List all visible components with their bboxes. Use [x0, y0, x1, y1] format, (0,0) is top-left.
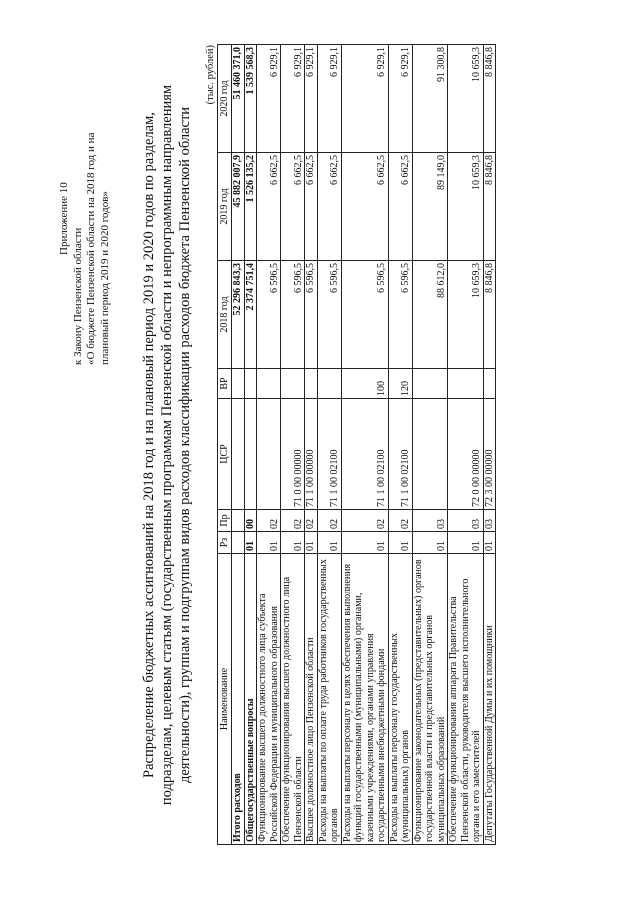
- row-csr: [257, 399, 281, 510]
- row-2018: 6 596,5: [257, 261, 281, 369]
- header-pr: Пр: [218, 510, 232, 532]
- row-rz: 01: [305, 532, 318, 554]
- row-vr: [232, 369, 245, 399]
- row-rz: 01: [483, 532, 496, 554]
- row-name: Функционирование законодательных (представительных) органов государственной власти и представительных органов муниципальных образований: [412, 554, 448, 845]
- row-2019: 6 662,5: [317, 153, 341, 261]
- row-csr: 72 0 00 00000: [448, 399, 484, 510]
- row-2020: 6 929,1: [317, 45, 341, 153]
- row-2020: 6 929,1: [305, 45, 318, 153]
- row-2018: 6 596,5: [317, 261, 341, 369]
- header-csr: ЦСР: [218, 399, 232, 510]
- row-pr: 02: [317, 510, 341, 532]
- row-pr: 03: [448, 510, 484, 532]
- row-2020: 51 460 371,0: [232, 45, 245, 153]
- appendix-line: плановый период 2019 и 2020 годов»: [98, 191, 111, 365]
- table-row: [281, 45, 305, 845]
- header-name: Наименование: [218, 554, 232, 845]
- row-2020: 10 659,3: [448, 45, 484, 153]
- header-2018: 2018 год: [218, 261, 232, 369]
- row-2020: 6 929,1: [388, 45, 412, 153]
- row-2018: 52 296 843,3: [232, 261, 245, 369]
- row-name: Общегосударственные вопросы: [244, 554, 257, 845]
- row-vr: [257, 369, 281, 399]
- row-pr: [232, 510, 245, 532]
- appendix-line: к Закону Пензенской области: [71, 227, 84, 365]
- row-2020: 6 929,1: [257, 45, 281, 153]
- row-csr: 71 0 00 00000: [281, 399, 305, 510]
- title-line: подразделам, целевым статьям (государственным программам Пензенской области и непрограммным направлениям: [159, 84, 175, 806]
- row-rz: 01: [244, 532, 257, 554]
- row-2020: 91 300,8: [412, 45, 448, 153]
- row-2019: 10 659,3: [448, 153, 484, 261]
- row-csr: 71 1 00 02100: [317, 399, 341, 510]
- header-2020: 2020 год: [218, 45, 232, 153]
- row-name: Итого расходов: [232, 554, 245, 845]
- row-2019: 45 882 007,9: [232, 153, 245, 261]
- row-2018: 10 659,3: [448, 261, 484, 369]
- row-pr: 02: [341, 510, 388, 532]
- row-name: Расходы на выплаты по оплате труда работников государственных органов: [317, 554, 341, 845]
- row-name: Обеспечение функционирования высшего должностного лица Пензенской области: [281, 554, 305, 845]
- row-2018: 2 374 751,4: [244, 261, 257, 369]
- row-csr: [232, 399, 245, 510]
- table-header-row: [218, 45, 232, 845]
- table-row: [448, 45, 484, 845]
- row-vr: [483, 369, 496, 399]
- row-2018: 88 612,0: [412, 261, 448, 369]
- row-name: Расходы на выплаты персоналу в целях обеспечения выполнения функций государственными (муниципальными) органами, казенными учреждениями, органами управления государственными внебюджетными фондами: [341, 554, 388, 845]
- row-2018: 6 596,5: [281, 261, 305, 369]
- table-row: [483, 45, 496, 845]
- row-pr: 03: [483, 510, 496, 532]
- row-rz: 01: [317, 532, 341, 554]
- row-2018: 6 596,5: [388, 261, 412, 369]
- row-2019: 6 662,5: [257, 153, 281, 261]
- appendix-line: «О бюджете Пензенской области на 2018 год и на: [85, 132, 97, 365]
- row-2018: 6 596,5: [305, 261, 318, 369]
- row-2019: 6 662,5: [388, 153, 412, 261]
- row-2019: 6 662,5: [305, 153, 318, 261]
- row-csr: [412, 399, 448, 510]
- row-csr: 71 1 00 02100: [388, 399, 412, 510]
- row-pr: 00: [244, 510, 257, 532]
- appendix-number: Приложение 10: [58, 182, 70, 255]
- row-2019: 6 662,5: [341, 153, 388, 261]
- row-pr: 02: [257, 510, 281, 532]
- row-rz: 01: [257, 532, 281, 554]
- header-rz: Рз: [218, 532, 232, 554]
- row-vr: [281, 369, 305, 399]
- row-rz: 01: [412, 532, 448, 554]
- row-csr: 72 3 00 00000: [483, 399, 496, 510]
- header-2019: 2019 год: [218, 153, 232, 261]
- row-2020: 6 929,1: [341, 45, 388, 153]
- row-name: Расходы на выплаты персоналу государственных (муниципальных) органов: [388, 554, 412, 845]
- row-csr: [244, 399, 257, 510]
- row-2018: 6 596,5: [341, 261, 388, 369]
- row-pr: 02: [305, 510, 318, 532]
- row-rz: 01: [448, 532, 484, 554]
- row-vr: 120: [388, 369, 412, 399]
- row-name: Функционирование высшего должностного лица субъекта Российской Федерации и муниципального образования: [257, 554, 281, 845]
- row-2020: 6 929,1: [281, 45, 305, 153]
- row-vr: [305, 369, 318, 399]
- table-row: [305, 45, 318, 845]
- row-pr: 03: [412, 510, 448, 532]
- row-csr: 71 1 00 02100: [341, 399, 388, 510]
- row-vr: [317, 369, 341, 399]
- row-rz: 01: [388, 532, 412, 554]
- budget-table: [217, 44, 496, 845]
- title-line: Распределение бюджетных ассигнований на 2018 год и на плановый период 2019 и 2020 годов по разделам,: [141, 112, 157, 778]
- row-name: Депутаты Государственной Думы и их помощники: [483, 554, 496, 845]
- row-name: Обеспечение функционирования аппарата Правительства Пензенской области, руководителя высшего исполнительного органа и его заместителей: [448, 554, 484, 845]
- units-label: (тыс. рублей): [205, 45, 216, 105]
- row-vr: [244, 369, 257, 399]
- row-pr: 02: [388, 510, 412, 532]
- row-csr: 71 1 00 00000: [305, 399, 318, 510]
- row-2019: 6 662,5: [281, 153, 305, 261]
- row-2019: 89 149,0: [412, 153, 448, 261]
- title-line: деятельности), группам и подгруппам видов расходов классификации расходов бюджета Пензенской области: [177, 106, 193, 784]
- row-vr: 100: [341, 369, 388, 399]
- row-vr: [448, 369, 484, 399]
- table-row: [257, 45, 281, 845]
- table-row: [232, 45, 245, 845]
- row-2018: 8 846,8: [483, 261, 496, 369]
- table-row: [388, 45, 412, 845]
- row-2019: 8 846,8: [483, 153, 496, 261]
- row-2020: 1 539 568,3: [244, 45, 257, 153]
- row-name: Высшее должностное лицо Пензенской области: [305, 554, 318, 845]
- appendix-block: [58, 45, 112, 365]
- row-2019: 1 526 135,2: [244, 153, 257, 261]
- table-row: [244, 45, 257, 845]
- table-row: [412, 45, 448, 845]
- table-row: [341, 45, 388, 845]
- document-title: [140, 45, 194, 845]
- row-pr: 02: [281, 510, 305, 532]
- row-rz: 01: [341, 532, 388, 554]
- row-rz: 01: [281, 532, 305, 554]
- header-vr: ВР: [218, 369, 232, 399]
- row-vr: [412, 369, 448, 399]
- row-2020: 8 846,8: [483, 45, 496, 153]
- table-row: [317, 45, 341, 845]
- row-rz: [232, 532, 245, 554]
